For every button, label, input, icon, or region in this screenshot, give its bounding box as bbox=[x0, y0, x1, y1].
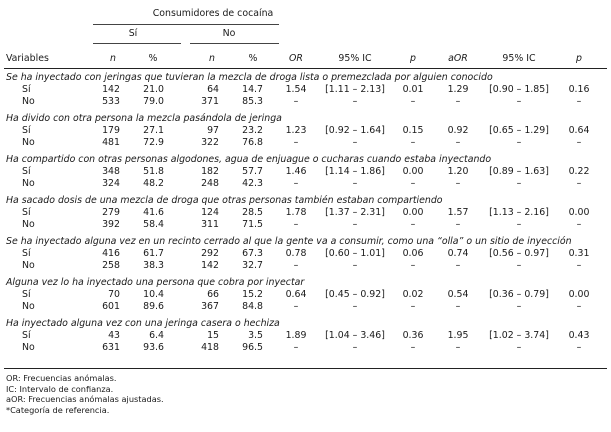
cell-or: 0.78 bbox=[285, 248, 307, 259]
cell-ic2: – bbox=[516, 260, 522, 271]
cell-pv2: – bbox=[576, 137, 582, 148]
cell-ic2: – bbox=[516, 301, 522, 312]
cell-ic1: [0.45 – 0.92] bbox=[325, 289, 385, 300]
cell-p2: 96.5 bbox=[242, 342, 263, 353]
cell-pv1: – bbox=[410, 137, 416, 148]
cell-p1: 21.0 bbox=[143, 84, 164, 95]
cell-n1: 348 bbox=[102, 166, 120, 177]
cell-n1: 142 bbox=[102, 84, 120, 95]
cell-p2: 67.3 bbox=[242, 248, 263, 259]
row-label: Sí bbox=[22, 289, 31, 300]
cell-or: 0.64 bbox=[285, 289, 307, 300]
si-header: Sí bbox=[128, 28, 138, 39]
cell-ic2: – bbox=[516, 219, 522, 230]
cell-n1: 416 bbox=[102, 248, 120, 259]
row-label: Sí bbox=[22, 84, 31, 95]
row-label: No bbox=[22, 178, 35, 189]
cell-p1: 58.4 bbox=[143, 219, 164, 230]
cell-pv1: 0.15 bbox=[402, 125, 424, 136]
row-label: No bbox=[22, 137, 35, 148]
cell-ic1: [1.04 – 3.46] bbox=[325, 330, 385, 341]
row-label: No bbox=[22, 301, 35, 312]
aor-header: aOR bbox=[448, 53, 468, 64]
cell-or: 1.54 bbox=[285, 84, 307, 95]
cell-pv1: 0.36 bbox=[402, 330, 424, 341]
row-label: Sí bbox=[22, 166, 31, 177]
footnote: IC: Intervalo de confianza. bbox=[6, 383, 114, 394]
pct2-header: % bbox=[248, 53, 258, 64]
cell-n2: 64 bbox=[207, 84, 219, 95]
cell-ic1: – bbox=[352, 178, 358, 189]
cell-n2: 371 bbox=[201, 96, 219, 107]
cell-n1: 533 bbox=[102, 96, 120, 107]
cell-pv1: – bbox=[410, 260, 416, 271]
cell-p1: 27.1 bbox=[143, 125, 164, 136]
row-label: Sí bbox=[22, 207, 31, 218]
cell-ic1: [1.11 – 2.13] bbox=[325, 84, 385, 95]
cell-pv1: 0.00 bbox=[402, 166, 424, 177]
cell-ic1: [0.92 – 1.64] bbox=[325, 125, 385, 136]
cell-p2: 32.7 bbox=[242, 260, 263, 271]
section-title: Alguna vez lo ha inyectado una persona que cobra por inyectar bbox=[6, 277, 305, 288]
cell-p1: 41.6 bbox=[143, 207, 164, 218]
cell-pv1: 0.06 bbox=[402, 248, 424, 259]
cell-ic2: [0.89 – 1.63] bbox=[489, 166, 549, 177]
cell-p2: 71.5 bbox=[242, 219, 263, 230]
cell-n2: 292 bbox=[201, 248, 219, 259]
cell-n2: 124 bbox=[201, 207, 219, 218]
cell-or: – bbox=[293, 178, 299, 189]
cell-p2: 42.3 bbox=[242, 178, 263, 189]
cell-p1: 6.4 bbox=[149, 330, 164, 341]
cell-ic2: – bbox=[516, 178, 522, 189]
cell-aor: – bbox=[455, 219, 461, 230]
cell-n1: 631 bbox=[102, 342, 120, 353]
cell-pv2: 0.22 bbox=[568, 166, 590, 177]
cell-aor: – bbox=[455, 178, 461, 189]
cell-p2: 28.5 bbox=[242, 207, 263, 218]
cell-aor: – bbox=[455, 260, 461, 271]
cell-p2: 3.5 bbox=[248, 330, 263, 341]
cell-or: – bbox=[293, 137, 299, 148]
cell-p2: 23.2 bbox=[242, 125, 263, 136]
cell-p1: 89.6 bbox=[143, 301, 164, 312]
cell-aor: 0.92 bbox=[447, 125, 469, 136]
row-label: No bbox=[22, 342, 35, 353]
cell-ic1: – bbox=[352, 301, 358, 312]
cell-pv2: 0.43 bbox=[568, 330, 590, 341]
cell-n2: 311 bbox=[201, 219, 219, 230]
cell-aor: 1.57 bbox=[447, 207, 469, 218]
cell-p2: 57.7 bbox=[242, 166, 263, 177]
cell-pv1: – bbox=[410, 342, 416, 353]
or-header: OR bbox=[289, 53, 303, 64]
cell-pv1: 0.01 bbox=[402, 84, 424, 95]
cell-pv2: 0.31 bbox=[568, 248, 590, 259]
cell-p2: 15.2 bbox=[242, 289, 263, 300]
si-rule bbox=[93, 43, 181, 44]
cell-n2: 66 bbox=[207, 289, 219, 300]
section-title: Se ha inyectado alguna vez en un recinto cerrado al que la gente va a consumir, como una “olla” o un sitio de inyección bbox=[6, 236, 572, 247]
row-label: No bbox=[22, 219, 35, 230]
cell-n1: 258 bbox=[102, 260, 120, 271]
header-rule bbox=[4, 68, 607, 69]
cell-pv1: – bbox=[410, 178, 416, 189]
footnote: aOR: Frecuencias anómalas ajustadas. bbox=[6, 394, 164, 404]
cell-p1: 38.3 bbox=[143, 260, 164, 271]
cell-ic2: – bbox=[516, 96, 522, 107]
variables-header: Variables bbox=[6, 53, 49, 64]
cell-pv2: 0.00 bbox=[568, 289, 590, 300]
cell-pv2: – bbox=[576, 96, 582, 107]
cell-pv2: – bbox=[576, 301, 582, 312]
ic1-header: 95% IC bbox=[338, 53, 372, 64]
cell-ic2: [1.02 – 3.74] bbox=[489, 330, 549, 341]
bottom-rule bbox=[4, 368, 607, 369]
cell-n1: 601 bbox=[102, 301, 120, 312]
cell-pv1: – bbox=[410, 96, 416, 107]
p2-header: p bbox=[576, 53, 582, 64]
p1-header: p bbox=[410, 53, 416, 64]
cell-ic1: – bbox=[352, 137, 358, 148]
cell-p2: 14.7 bbox=[242, 84, 263, 95]
cell-or: – bbox=[293, 342, 299, 353]
row-label: Sí bbox=[22, 248, 31, 259]
no-header: No bbox=[222, 28, 236, 39]
cell-n1: 324 bbox=[102, 178, 120, 189]
cell-n1: 179 bbox=[102, 125, 120, 136]
n2-header: n bbox=[209, 53, 215, 64]
cell-p1: 48.2 bbox=[143, 178, 164, 189]
cell-p1: 51.8 bbox=[143, 166, 164, 177]
section-title: Ha divido con otra persona la mezcla pasándola de jeringa bbox=[6, 113, 282, 124]
cell-p1: 93.6 bbox=[143, 342, 164, 353]
row-label: No bbox=[22, 96, 35, 107]
cell-aor: 1.29 bbox=[447, 84, 469, 95]
footnote: *Categoría de referencia. bbox=[6, 404, 110, 415]
cell-or: – bbox=[293, 219, 299, 230]
cell-n1: 279 bbox=[102, 207, 120, 218]
cell-ic2: [0.56 – 0.97] bbox=[489, 248, 549, 259]
footnote: OR: Frecuencias anómalas. bbox=[6, 373, 117, 383]
cell-pv2: 0.16 bbox=[568, 84, 590, 95]
group-rule bbox=[93, 24, 279, 25]
ic2-header: 95% IC bbox=[502, 53, 536, 64]
cell-aor: – bbox=[455, 301, 461, 312]
cell-ic1: – bbox=[352, 96, 358, 107]
cell-n2: 418 bbox=[201, 342, 219, 353]
cell-pv2: – bbox=[576, 260, 582, 271]
cell-ic2: [0.90 – 1.85] bbox=[489, 84, 549, 95]
cell-n1: 481 bbox=[102, 137, 120, 148]
cell-p2: 76.8 bbox=[242, 137, 263, 148]
row-label: Sí bbox=[22, 330, 31, 341]
cell-pv2: 0.00 bbox=[568, 207, 590, 218]
cell-pv1: – bbox=[410, 219, 416, 230]
cell-ic1: – bbox=[352, 260, 358, 271]
section-title: Ha sacado dosis de una mezcla de droga que otras personas también estaban compartiendo bbox=[6, 195, 443, 206]
cell-ic2: – bbox=[516, 137, 522, 148]
cell-or: 1.78 bbox=[285, 207, 307, 218]
cell-ic1: [0.60 – 1.01] bbox=[325, 248, 385, 259]
cell-or: 1.23 bbox=[285, 125, 307, 136]
section-title: Ha inyectado alguna vez con una jeringa casera o hechiza bbox=[6, 318, 280, 329]
cell-aor: 1.95 bbox=[447, 330, 469, 341]
cell-n2: 322 bbox=[201, 137, 219, 148]
cell-pv1: – bbox=[410, 301, 416, 312]
cell-n2: 248 bbox=[201, 178, 219, 189]
cell-ic2: [0.65 – 1.29] bbox=[489, 125, 549, 136]
cell-pv1: 0.00 bbox=[402, 207, 424, 218]
cell-n2: 15 bbox=[207, 330, 219, 341]
cell-pv2: 0.64 bbox=[568, 125, 590, 136]
cell-ic1: – bbox=[352, 342, 358, 353]
cell-p1: 10.4 bbox=[143, 289, 164, 300]
cell-p2: 85.3 bbox=[242, 96, 263, 107]
cell-or: – bbox=[293, 96, 299, 107]
cell-or: 1.89 bbox=[285, 330, 307, 341]
row-label: No bbox=[22, 260, 35, 271]
cell-ic1: [1.14 – 1.86] bbox=[325, 166, 385, 177]
cell-aor: 1.20 bbox=[447, 166, 469, 177]
cell-p1: 61.7 bbox=[143, 248, 164, 259]
pct1-header: % bbox=[148, 53, 158, 64]
cell-or: – bbox=[293, 301, 299, 312]
cell-ic1: – bbox=[352, 219, 358, 230]
cell-aor: – bbox=[455, 342, 461, 353]
cell-n1: 43 bbox=[108, 330, 120, 341]
section-title: Se ha inyectado con jeringas que tuvieran la mezcla de droga lista o premezclada por alguien conocido bbox=[6, 72, 493, 83]
no-rule bbox=[190, 43, 279, 44]
cell-pv1: 0.02 bbox=[402, 289, 424, 300]
cell-aor: 0.74 bbox=[447, 248, 469, 259]
cell-ic1: [1.37 – 2.31] bbox=[325, 207, 385, 218]
cell-n2: 142 bbox=[201, 260, 219, 271]
n1-header: n bbox=[110, 53, 116, 64]
row-label: Sí bbox=[22, 125, 31, 136]
cell-ic2: – bbox=[516, 342, 522, 353]
group-header: Consumidores de cocaína bbox=[152, 8, 274, 19]
cell-pv2: – bbox=[576, 342, 582, 353]
section-title: Ha compartido con otras personas algodones, agua de enjuague o cucharas cuando estaba inyectando bbox=[6, 154, 492, 165]
cell-or: – bbox=[293, 260, 299, 271]
cell-pv2: – bbox=[576, 219, 582, 230]
cell-n2: 97 bbox=[207, 125, 219, 136]
cell-aor: 0.54 bbox=[447, 289, 469, 300]
cell-n1: 392 bbox=[102, 219, 120, 230]
cell-pv2: – bbox=[576, 178, 582, 189]
cell-n1: 70 bbox=[108, 289, 120, 300]
cell-ic2: [1.13 – 2.16] bbox=[489, 207, 549, 218]
cell-or: 1.46 bbox=[285, 166, 307, 177]
cell-aor: – bbox=[455, 137, 461, 148]
cell-aor: – bbox=[455, 96, 461, 107]
cell-p1: 79.0 bbox=[143, 96, 164, 107]
cell-p2: 84.8 bbox=[242, 301, 263, 312]
cell-p1: 72.9 bbox=[143, 137, 164, 148]
cell-n2: 182 bbox=[201, 166, 219, 177]
cell-ic2: [0.36 – 0.79] bbox=[489, 289, 549, 300]
cell-n2: 367 bbox=[201, 301, 219, 312]
